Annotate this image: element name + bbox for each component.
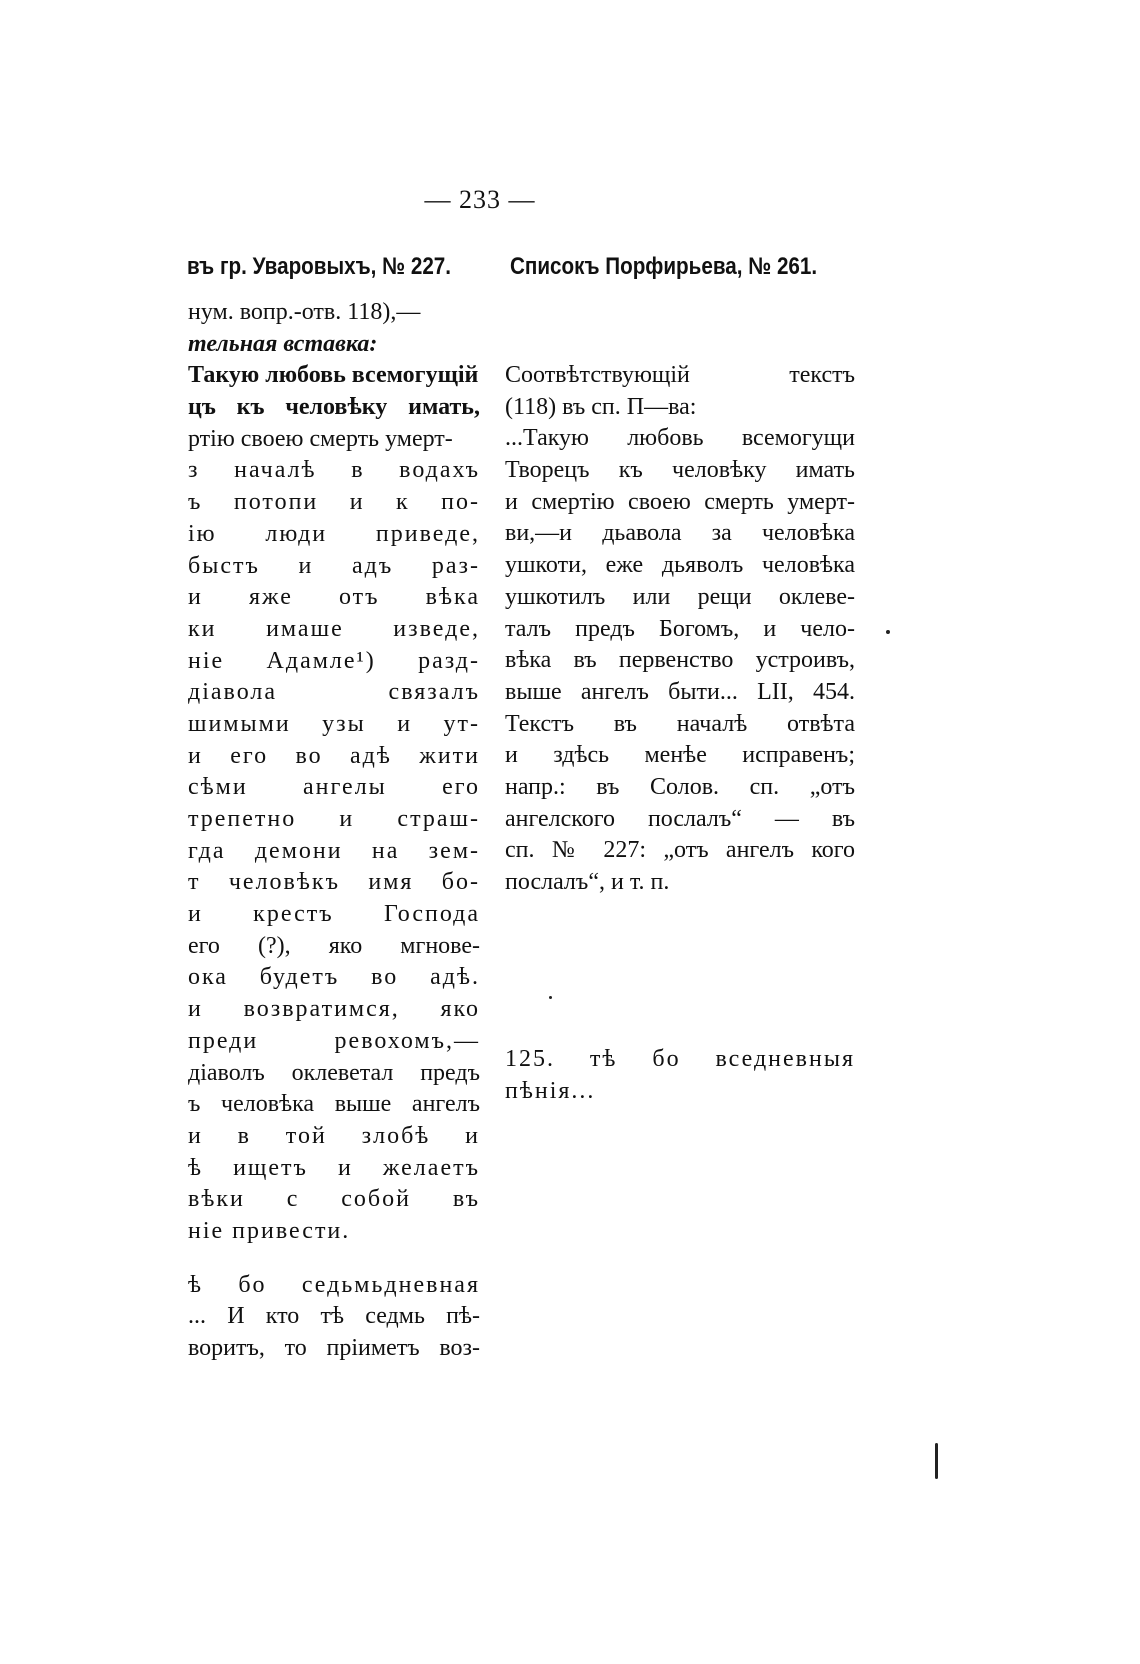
text-line: ніе привести.	[188, 1217, 351, 1244]
text-line: преди ревохомъ,—	[188, 1027, 480, 1054]
text-line: Творецъ къ человѣку имать	[505, 457, 855, 484]
text-line: быстъ и адъ раз-	[188, 552, 480, 579]
text-line: (118) въ сп. П—ва:	[505, 393, 697, 420]
text-line: напр.: въ Солов. сп. „отъ	[505, 773, 855, 800]
text-line: ѣ бо седьмьдневная	[188, 1271, 480, 1298]
text-line: сп. № 227: „отъ ангелъ кого	[505, 837, 855, 864]
text-line: ъ потопи и к по-	[188, 489, 480, 516]
text-line: выше ангелъ быти... LII, 454.	[505, 678, 855, 705]
text-line: Такую любовь всемогущій	[188, 362, 479, 389]
text-line: трепетно и страш-	[188, 806, 480, 832]
right-column-header: Списокъ Порфирьева, № 261.	[510, 253, 818, 280]
text-line: т человѣкъ имя бо-	[188, 869, 480, 896]
text-line: ангелского послалъ“ — въ	[505, 805, 855, 832]
text-line: діаволъ оклеветал предъ	[188, 1059, 480, 1086]
text-line: гда демони на зем-	[188, 837, 480, 864]
text-line: вѣка въ первенство устроивъ,	[505, 647, 855, 674]
text-line: ки имаше изведе,	[188, 615, 480, 642]
right-column-text-lower	[505, 1044, 855, 1107]
text-line: и его во адѣ жити	[188, 742, 480, 769]
text-line: ...Такую любовь всемогущи	[505, 425, 855, 452]
text-line: ... И кто тѣ седмь пѣ-	[188, 1303, 480, 1330]
text-line: и возвратимся, яко	[188, 996, 480, 1023]
scan-speck	[549, 996, 552, 999]
text-line: и крестъ Господа	[188, 901, 480, 928]
text-line: ушкоти, еже дьяволъ человѣка	[505, 552, 855, 579]
text-line: Соотвѣтствующій текстъ	[505, 362, 855, 388]
text-line: его (?), яко мгнове-	[188, 932, 480, 959]
text-line: Текстъ въ началѣ отвѣта	[505, 710, 855, 737]
text-line: вѣки с собой въ	[188, 1186, 480, 1213]
text-line: послалъ“, и т. п.	[505, 869, 670, 895]
text-line: цъ къ человѣку имать,	[188, 394, 480, 421]
text-line: ока будетъ во адѣ.	[188, 964, 480, 991]
text-line: ъ человѣка выше ангелъ	[188, 1091, 480, 1118]
text-line: з началѣ в водахъ	[188, 457, 480, 484]
text-line: ушкотилъ или рещи оклеве-	[505, 583, 855, 610]
text-line: и здѣсь менѣе исправенъ;	[505, 742, 855, 769]
right-column-text	[505, 360, 855, 899]
text-line: нум. вопр.-отв. 118),—	[188, 299, 421, 325]
text-line: діавола связалъ	[188, 679, 480, 706]
text-line: и яже отъ вѣка	[188, 584, 480, 611]
text-line: ви,—и дьавола за человѣка	[505, 520, 855, 547]
left-column-header: въ гр. Уваровыхъ, № 227.	[187, 253, 452, 280]
scan-speck	[886, 630, 890, 634]
scan-mark	[935, 1443, 938, 1479]
text-line: пѣнія...	[505, 1077, 596, 1104]
text-line: ѣ ищетъ и желаетъ	[188, 1154, 480, 1181]
text-line: iю люди приведе,	[188, 520, 480, 547]
text-line: талъ предъ Богомъ, и чело-	[505, 615, 855, 642]
text-line: ртію своею смерть умерт-	[188, 425, 453, 452]
text-line: и в той злобѣ и	[188, 1122, 480, 1149]
text-line: тельная вставка:	[188, 330, 378, 357]
left-column-text	[188, 297, 480, 1365]
page-number: — 233 —	[424, 185, 536, 214]
text-line: сѣми ангелы его	[188, 774, 480, 801]
text-line: и смертію своею смерть умерт-	[505, 488, 855, 515]
text-line: воритъ, то пріиметъ воз-	[188, 1335, 480, 1361]
text-line: 125. тѣ бо вседневныя	[505, 1046, 855, 1072]
text-line: ніе Адамле¹) разд-	[188, 647, 480, 674]
text-line: шимыми узы и ут-	[188, 710, 480, 737]
